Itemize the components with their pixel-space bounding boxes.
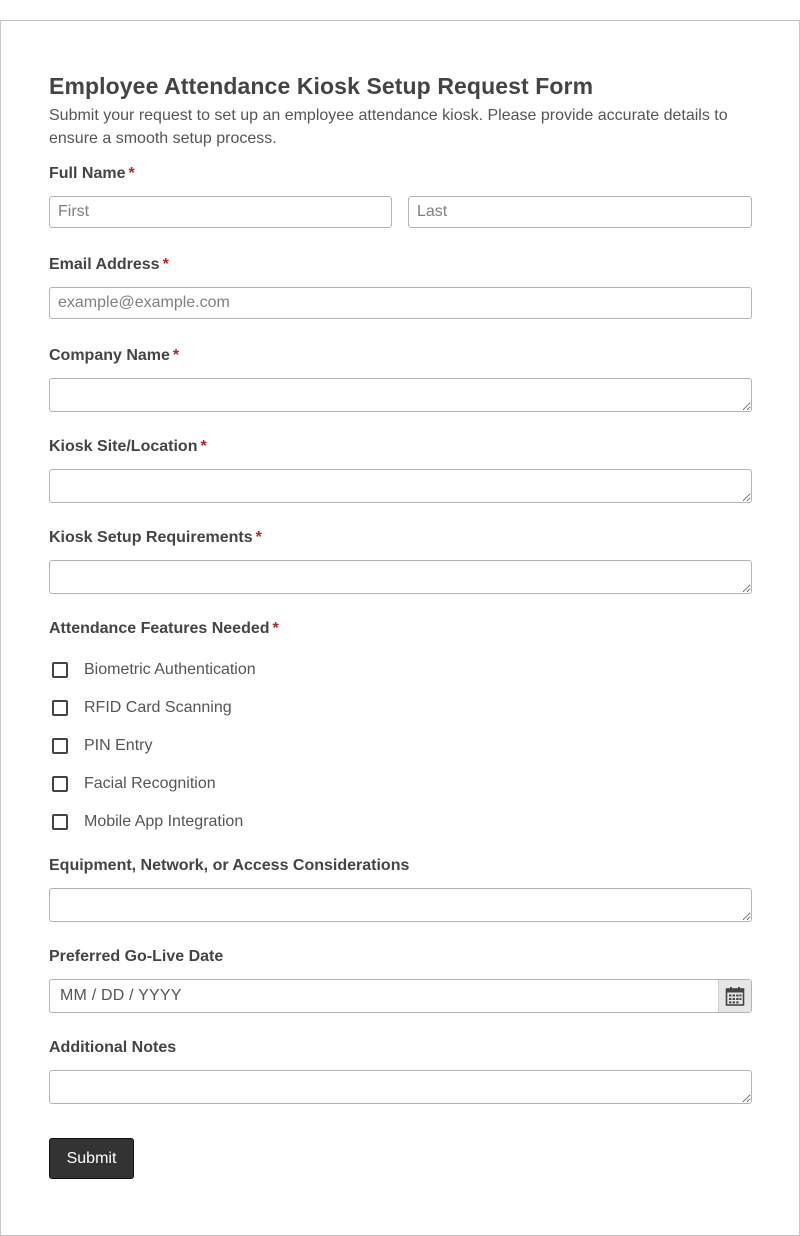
feature-option-facial[interactable] — [49, 773, 216, 795]
setup-requirements-label-text: Kiosk Setup Requirements — [49, 529, 253, 546]
company-name-label — [49, 347, 179, 365]
considerations-textarea[interactable] — [49, 888, 752, 922]
checkbox[interactable] — [52, 700, 68, 716]
setup-requirements-label — [49, 529, 262, 547]
checkbox[interactable] — [52, 814, 68, 830]
first-name-input[interactable] — [49, 196, 392, 228]
email-label — [49, 256, 169, 274]
setup-requirements-textarea[interactable] — [49, 560, 752, 594]
checkbox[interactable] — [52, 776, 68, 792]
company-name-label-text: Company Name — [49, 347, 170, 364]
feature-option-label: RFID Card Scanning — [84, 699, 232, 716]
calendar-icon — [725, 986, 745, 1006]
form-container — [0, 20, 800, 1236]
feature-option-label: Biometric Authentication — [84, 661, 256, 678]
feature-option-biometric[interactable] — [49, 659, 256, 681]
last-name-input[interactable] — [408, 196, 752, 228]
full-name-label — [49, 165, 135, 183]
go-live-date-label: Preferred Go-Live Date — [49, 948, 224, 965]
form-title: Employee Attendance Kiosk Setup Request Form — [49, 73, 594, 99]
kiosk-location-label — [49, 438, 207, 456]
full-name-label-text: Full Name — [49, 165, 126, 182]
checkbox[interactable] — [52, 662, 68, 678]
required-marker: * — [128, 165, 135, 182]
features-label-text: Attendance Features Needed — [49, 620, 270, 637]
considerations-label: Equipment, Network, or Access Considerations — [49, 857, 410, 874]
required-marker: * — [162, 256, 169, 273]
email-label-text: Email Address — [49, 256, 160, 273]
required-marker: * — [272, 620, 279, 637]
feature-option-label: Facial Recognition — [84, 775, 216, 792]
feature-option-label: PIN Entry — [84, 737, 153, 754]
date-placeholder: MM / DD / YYYY — [60, 987, 182, 1004]
submit-button[interactable]: Submit — [49, 1138, 134, 1179]
feature-option-pin[interactable] — [49, 735, 152, 757]
email-input[interactable] — [49, 287, 752, 319]
feature-option-label: Mobile App Integration — [84, 813, 244, 830]
company-name-textarea[interactable] — [49, 378, 752, 412]
kiosk-location-textarea[interactable] — [49, 469, 752, 503]
required-marker: * — [172, 347, 180, 364]
calendar-button[interactable] — [718, 980, 751, 1012]
feature-option-mobile[interactable] — [49, 811, 243, 833]
kiosk-location-label-text: Kiosk Site/Location — [49, 438, 198, 455]
go-live-date-input[interactable] — [49, 979, 752, 1013]
form-description: Submit your request to set up an employee attendance kiosk. Please provide accurate details to ensure a smooth setup process. — [49, 107, 728, 147]
notes-textarea[interactable] — [49, 1070, 752, 1104]
required-marker: * — [200, 438, 207, 455]
notes-label: Additional Notes — [49, 1039, 177, 1056]
features-label — [49, 620, 279, 638]
required-marker: * — [255, 529, 262, 546]
checkbox[interactable] — [52, 738, 68, 754]
feature-option-rfid[interactable] — [49, 697, 232, 719]
